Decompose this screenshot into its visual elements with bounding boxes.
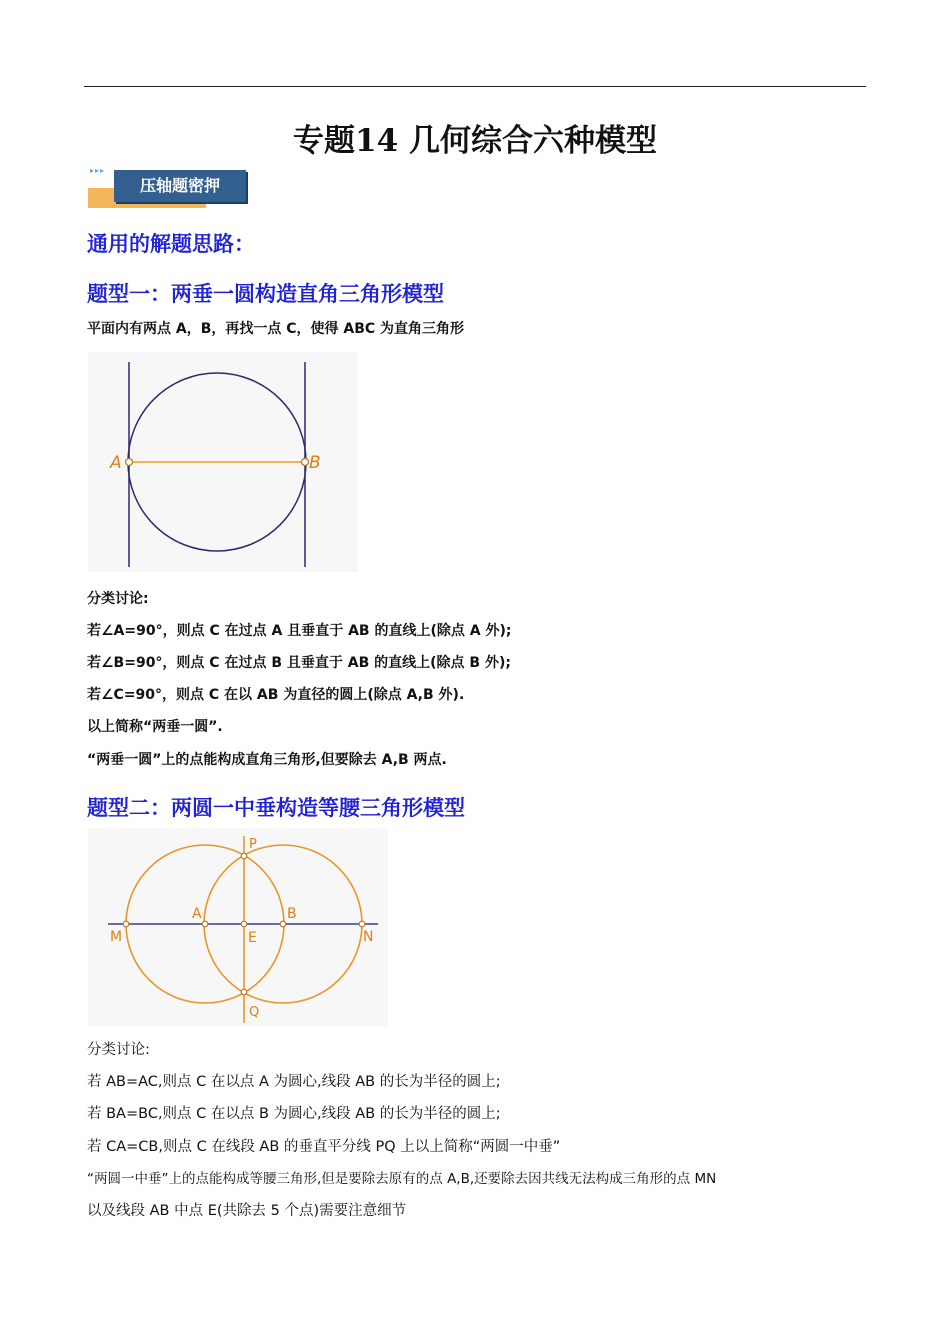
- isosceles-triangle-figure: [88, 828, 388, 1026]
- section1-line-5: 以上简称“两垂一圆”.: [87, 719, 223, 735]
- label-n: N: [363, 929, 374, 945]
- point-p: [241, 853, 247, 859]
- section2-line-2: 若 AB=AC,则点 C 在以点 A 为圆心,线段 AB 的长为半径的圆上;: [87, 1074, 501, 1090]
- section2-line-5: “两圆一中垂”上的点能构成等腰三角形,但是要除去原有的点 A,B,还要除去因共线无法构成三角形的点 MN: [87, 1171, 717, 1187]
- label-q: Q: [249, 1005, 260, 1020]
- section1-line-3: 若∠B=90°，则点 C 在过点 B 且垂直于 AB 的直线上(除点 B 外);: [87, 655, 511, 671]
- label-b: B: [309, 453, 321, 473]
- document-title: 专题14 几何综合六种模型: [293, 123, 657, 159]
- section2-line-3: 若 BA=BC,则点 C 在以点 B 为圆心,线段 AB 的长为半径的圆上;: [87, 1106, 501, 1122]
- general-heading: 通用的解题思路：: [87, 232, 255, 256]
- label-e: E: [248, 930, 257, 946]
- label-b: B: [287, 906, 297, 922]
- section1-line-1: 分类讨论:: [87, 591, 149, 607]
- section1-line-6: “两垂一圆”上的点能构成直角三角形,但要除去 A,B 两点.: [87, 752, 447, 768]
- point-a: [126, 459, 133, 466]
- point-a: [202, 921, 208, 927]
- section1-line-4: 若∠C=90°，则点 C 在以 AB 为直径的圆上(除点 A,B 外).: [87, 687, 465, 703]
- label-a: A: [192, 906, 202, 922]
- label-m: M: [110, 929, 123, 945]
- section1-intro: 平面内有两点 A，B，再找一点 C，使得 ABC 为直角三角形: [87, 321, 465, 337]
- section1-heading: 题型一：两垂一圆构造直角三角形模型: [87, 282, 444, 306]
- section2-line-1: 分类讨论:: [87, 1042, 150, 1058]
- point-m: [123, 921, 129, 927]
- label-p: P: [249, 837, 257, 852]
- point-q: [241, 989, 247, 995]
- point-e: [241, 921, 247, 927]
- section2-line-6: 以及线段 AB 中点 E(共除去 5 个点)需要注意细节: [87, 1203, 407, 1219]
- point-b: [302, 459, 309, 466]
- banner-label: 压轴题密押: [139, 176, 220, 195]
- section2-heading: 题型二：两圆一中垂构造等腰三角形模型: [87, 796, 465, 820]
- section-banner: [88, 166, 248, 210]
- point-n: [359, 921, 365, 927]
- label-a: A: [110, 453, 122, 473]
- right-triangle-figure: [88, 352, 358, 572]
- banner-arrows-icon: ▸▸▸: [90, 166, 106, 175]
- section1-line-2: 若∠A=90°，则点 C 在过点 A 且垂直于 AB 的直线上(除点 A 外);: [87, 623, 512, 639]
- section2-line-4: 若 CA=CB,则点 C 在线段 AB 的垂直平分线 PQ 上以上简称“两圆一中垂”: [87, 1139, 561, 1155]
- top-rule: [84, 86, 866, 87]
- point-b: [280, 921, 286, 927]
